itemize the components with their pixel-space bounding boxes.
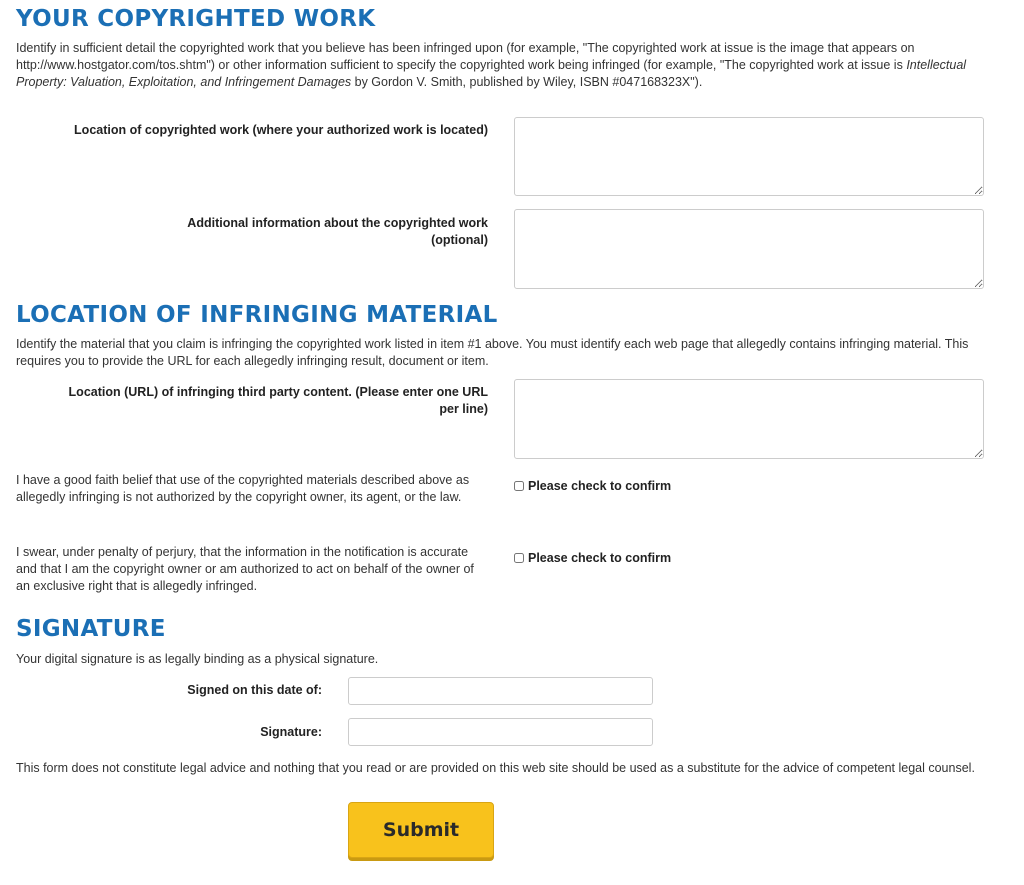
perjury-confirm[interactable] [514,551,671,565]
perjury-statement: I swear, under penalty of perjury, that the information in the notification is accurate and that I am the copyright owner or am authorized to act on behalf of the owner of an exclusive right that is allegedly infringed. [16,545,474,593]
infringing-url-field[interactable] [514,379,984,459]
submit-button[interactable]: Submit [348,802,494,858]
location-of-copyrighted-work-field[interactable] [514,117,984,196]
signed-date-label: Signed on this date of: [187,683,322,697]
infringing-material-heading: LOCATION OF INFRINGING MATERIAL [16,302,498,328]
location-of-copyrighted-work-label: Location of copyrighted work (where your authorized work is located) [74,123,488,137]
signature-heading: SIGNATURE [16,616,166,642]
good-faith-checkbox[interactable] [514,481,524,491]
good-faith-confirm-label: Please check to confirm [528,479,672,493]
legal-disclaimer: This form does not constitute legal advice and nothing that you read or are provided on this web site should be used as a substitute for the advice of competent legal counsel. [16,761,975,775]
perjury-confirm-label: Please check to confirm [528,551,672,565]
infringing-url-label [16,384,488,418]
good-faith-confirm[interactable] [514,479,671,493]
copyrighted-work-heading: YOUR COPYRIGHTED WORK [16,6,376,32]
signature-description: Your digital signature is as legally binding as a physical signature. [16,652,379,666]
signature-field[interactable] [348,718,653,746]
good-faith-statement: I have a good faith belief that use of the copyrighted materials described above as allegedly infringing is not authorized by the copyright owner, its agent, or the law. [16,473,470,504]
copyrighted-work-description [16,40,976,91]
example-book-title: Intellectual Property: Valuation, Exploitation, and Infringement Damages [16,58,967,89]
infringing-material-description: Identify the material that you claim is infringing the copyrighted work listed in item #1 above. You must identify each web page that allegedly contains infringing material. This requires you to provide the URL for each allegedly infringing result, document or item. [16,337,969,368]
infringing-url-label-line1: Location (URL) of infringing third party content. (Please enter one URL [68,385,488,399]
additional-information-label-line2: (optional) [431,233,488,247]
additional-information-field[interactable] [514,209,984,289]
additional-information-label-line1: Additional information about the copyrighted work [187,216,488,230]
perjury-checkbox[interactable] [514,553,524,563]
additional-information-label [16,215,488,249]
signature-label: Signature: [260,725,322,739]
description-text-start: Identify in sufficient detail the copyrighted work that you believe has been infringed upon (for example, "The copyrighted work at issue is the image that appears on http://www.hostgator.com/tos.shtm") or other information sufficient to specify the copyrighted work being infringed (for example, "The copyrighted work at issue is [16,41,915,72]
description-text-end: by Gordon V. Smith, published by Wiley, ISBN #047168323X"). [351,75,703,89]
signed-date-field[interactable] [348,677,653,705]
infringing-url-label-line2: per line) [439,402,488,416]
